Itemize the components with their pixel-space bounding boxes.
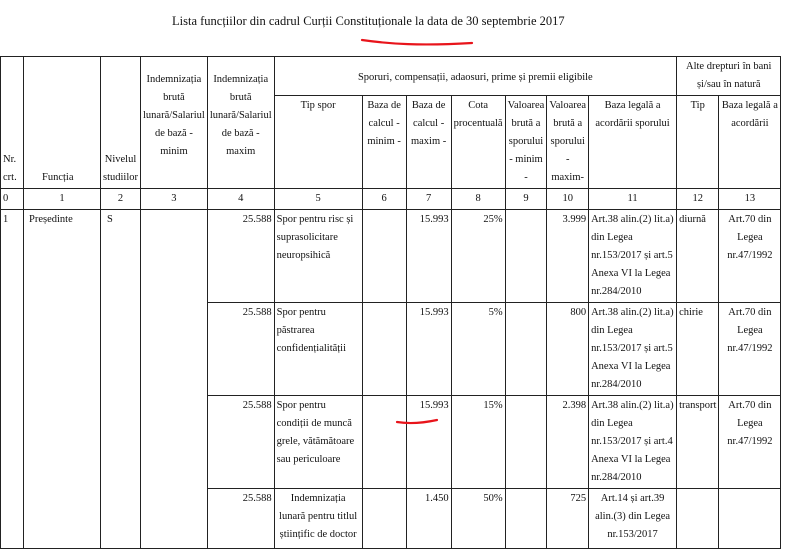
cell-baza-legala-drept: Art.70 din Legea nr.47/1992: [719, 210, 781, 303]
cell-valoare-min: [505, 396, 547, 489]
document-title: Lista funcțiilor din cadrul Curții Constituționale la data de 30 septembrie 2017: [172, 14, 565, 28]
cell-valoare-max: 3.999: [547, 210, 589, 303]
column-index: 2: [101, 189, 141, 210]
cell-baza-calcul-min: [362, 396, 406, 489]
column-index: 0: [1, 189, 24, 210]
column-index: 6: [362, 189, 406, 210]
header-baza-legala-acordarii: Baza legală a acordării: [719, 96, 781, 189]
cell-tip-spor: Spor pentru condiții de muncă grele, vătămătoare sau periculoare: [274, 396, 362, 489]
cell-functia: Președinte: [24, 210, 101, 549]
cell-baza-calcul-min: [362, 210, 406, 303]
cell-cota: 5%: [451, 303, 505, 396]
header-valoarea-bruta-min: Valoarea brută a sporului - minim -: [505, 96, 547, 189]
cell-valoare-max: 2.398: [547, 396, 589, 489]
header-tip: Tip: [677, 96, 719, 189]
functions-table: [0, 56, 781, 549]
header-indemnizatia-max: Indemnizația brută lunară/Salariul de bază - maxim: [207, 57, 274, 189]
header-group-alte-drepturi: Alte drepturi în bani și/sau în natură: [677, 57, 781, 96]
cell-indemnizatie-min: [141, 210, 208, 549]
cell-baza-legala: Art.14 și art.39 alin.(3) din Legea nr.153/2017: [589, 489, 677, 549]
red-underline-value: [395, 415, 439, 427]
cell-valoare-max: 800: [547, 303, 589, 396]
header-tip-spor: Tip spor: [274, 96, 362, 189]
header-group-sporuri: Sporuri, compensații, adaosuri, prime și premii eligibile: [274, 57, 676, 96]
cell-tip-spor: Indemnizația lunară pentru titlul științific de doctor: [274, 489, 362, 549]
cell-indemnizatie-max: 25.588: [207, 489, 274, 549]
cell-indemnizatie-max: 25.588: [207, 210, 274, 303]
cell-cota: 15%: [451, 396, 505, 489]
cell-nivel: S: [101, 210, 141, 549]
column-index: 13: [719, 189, 781, 210]
column-index: 5: [274, 189, 362, 210]
column-index: 3: [141, 189, 208, 210]
cell-baza-calcul-max: 15.993: [406, 210, 451, 303]
header-baza-calcul-max: Baza de calcul - maxim -: [406, 96, 451, 189]
column-index: 1: [24, 189, 101, 210]
red-underline-title: [360, 32, 476, 48]
cell-tip-drept: diurnă: [677, 210, 719, 303]
cell-baza-legala: Art.38 alin.(2) lit.a) din Legea nr.153/2017 și art.5 Anexa VI la Legea nr.284/2010: [589, 210, 677, 303]
cell-valoare-min: [505, 303, 547, 396]
cell-baza-calcul-max: 15.993: [406, 396, 451, 489]
header-nivelul-studiilor: Nivelul studiilor: [101, 57, 141, 189]
header-indemnizatia-min: Indemnizația brută lunară/Salariul de bază - minim: [141, 57, 208, 189]
cell-tip-drept: [677, 489, 719, 549]
cell-baza-legala: Art.38 alin.(2) lit.a) din Legea nr.153/2017 și art.4 Anexa VI la Legea nr.284/2010: [589, 396, 677, 489]
cell-valoare-max: 725: [547, 489, 589, 549]
column-index: 4: [207, 189, 274, 210]
cell-baza-calcul-min: [362, 303, 406, 396]
cell-baza-calcul-max: 15.993: [406, 303, 451, 396]
cell-baza-calcul-max: 1.450: [406, 489, 451, 549]
cell-tip-drept: transport: [677, 396, 719, 489]
cell-valoare-min: [505, 489, 547, 549]
column-index: 11: [589, 189, 677, 210]
header-functia: Funcția: [24, 57, 101, 189]
cell-tip-spor: Spor pentru păstrarea confidențialității: [274, 303, 362, 396]
cell-baza-calcul-min: [362, 489, 406, 549]
header-baza-calcul-min: Baza de calcul - minim -: [362, 96, 406, 189]
cell-baza-legala-drept: Art.70 din Legea nr.47/1992: [719, 396, 781, 489]
cell-baza-legala-drept: [719, 489, 781, 549]
cell-indemnizatie-max: 25.588: [207, 396, 274, 489]
column-index: 7: [406, 189, 451, 210]
header-valoarea-bruta-max: Valoarea brută a sporului - maxim-: [547, 96, 589, 189]
cell-tip-spor: Spor pentru risc și suprasolicitare neuropsihică: [274, 210, 362, 303]
cell-cota: 50%: [451, 489, 505, 549]
column-index: 12: [677, 189, 719, 210]
column-index: 10: [547, 189, 589, 210]
header-cota-procentuala: Cota procentuală: [451, 96, 505, 189]
header-baza-legala-sporului: Baza legală a acordării sporului: [589, 96, 677, 189]
header-nr-crt: Nr. crt.: [1, 57, 24, 189]
cell-baza-legala: Art.38 alin.(2) lit.a) din Legea nr.153/2017 și art.5 Anexa VI la Legea nr.284/2010: [589, 303, 677, 396]
column-index-row: [1, 189, 781, 210]
cell-tip-drept: chirie: [677, 303, 719, 396]
cell-valoare-min: [505, 210, 547, 303]
column-index: 8: [451, 189, 505, 210]
cell-cota: 25%: [451, 210, 505, 303]
column-index: 9: [505, 189, 547, 210]
cell-baza-legala-drept: Art.70 din Legea nr.47/1992: [719, 303, 781, 396]
cell-nr-crt: 1: [1, 210, 24, 549]
cell-indemnizatie-max: 25.588: [207, 303, 274, 396]
table-row: [1, 210, 781, 303]
